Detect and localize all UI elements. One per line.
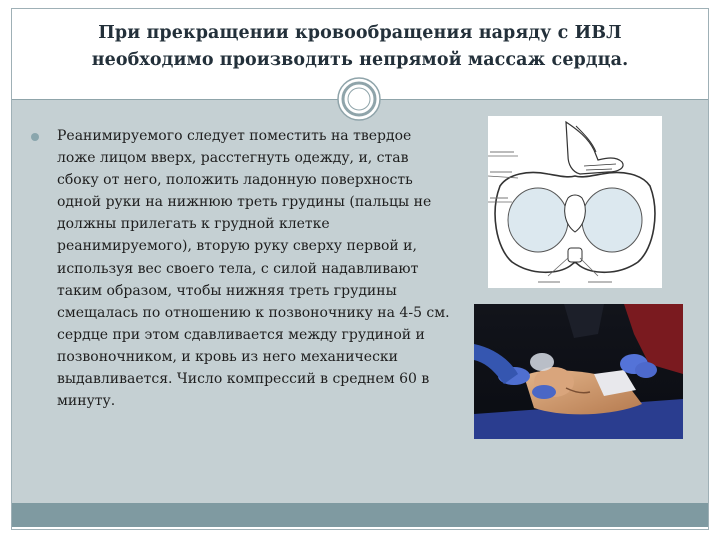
footer-band <box>12 503 708 527</box>
bullet-point-icon <box>31 133 39 141</box>
chest-compression-diagram <box>488 116 662 288</box>
bullet-text: Реанимируемого следует поместить на твердое ложе лицом вверх, расстегнуть одежду, и, став сбоку от него, положить ладонную поверхность одной руки на нижнюю треть грудины (пальцы не должны прилегать к грудной клетке реанимируемого), вторую руку сверху первой и, используя вес своего тела, с силой надавливают таким образом, чтобы нижняя треть грудины смещалась по отношению к позвоночнику на 4-5 см. сердце при этом сдавливается между грудиной и позвоночником, и кровь из него механически выдавливается. Число компрессий в среднем 60 в минуту. <box>57 128 450 410</box>
circle-emblem-icon <box>337 77 381 121</box>
slide-title-line-2: необходимо производить непрямой массаж сердца. <box>91 50 629 70</box>
cpr-photo <box>474 304 683 439</box>
slide-title <box>40 20 680 74</box>
slide-title-line-1: При прекращении кровообращения наряду с ИВЛ <box>98 23 622 43</box>
